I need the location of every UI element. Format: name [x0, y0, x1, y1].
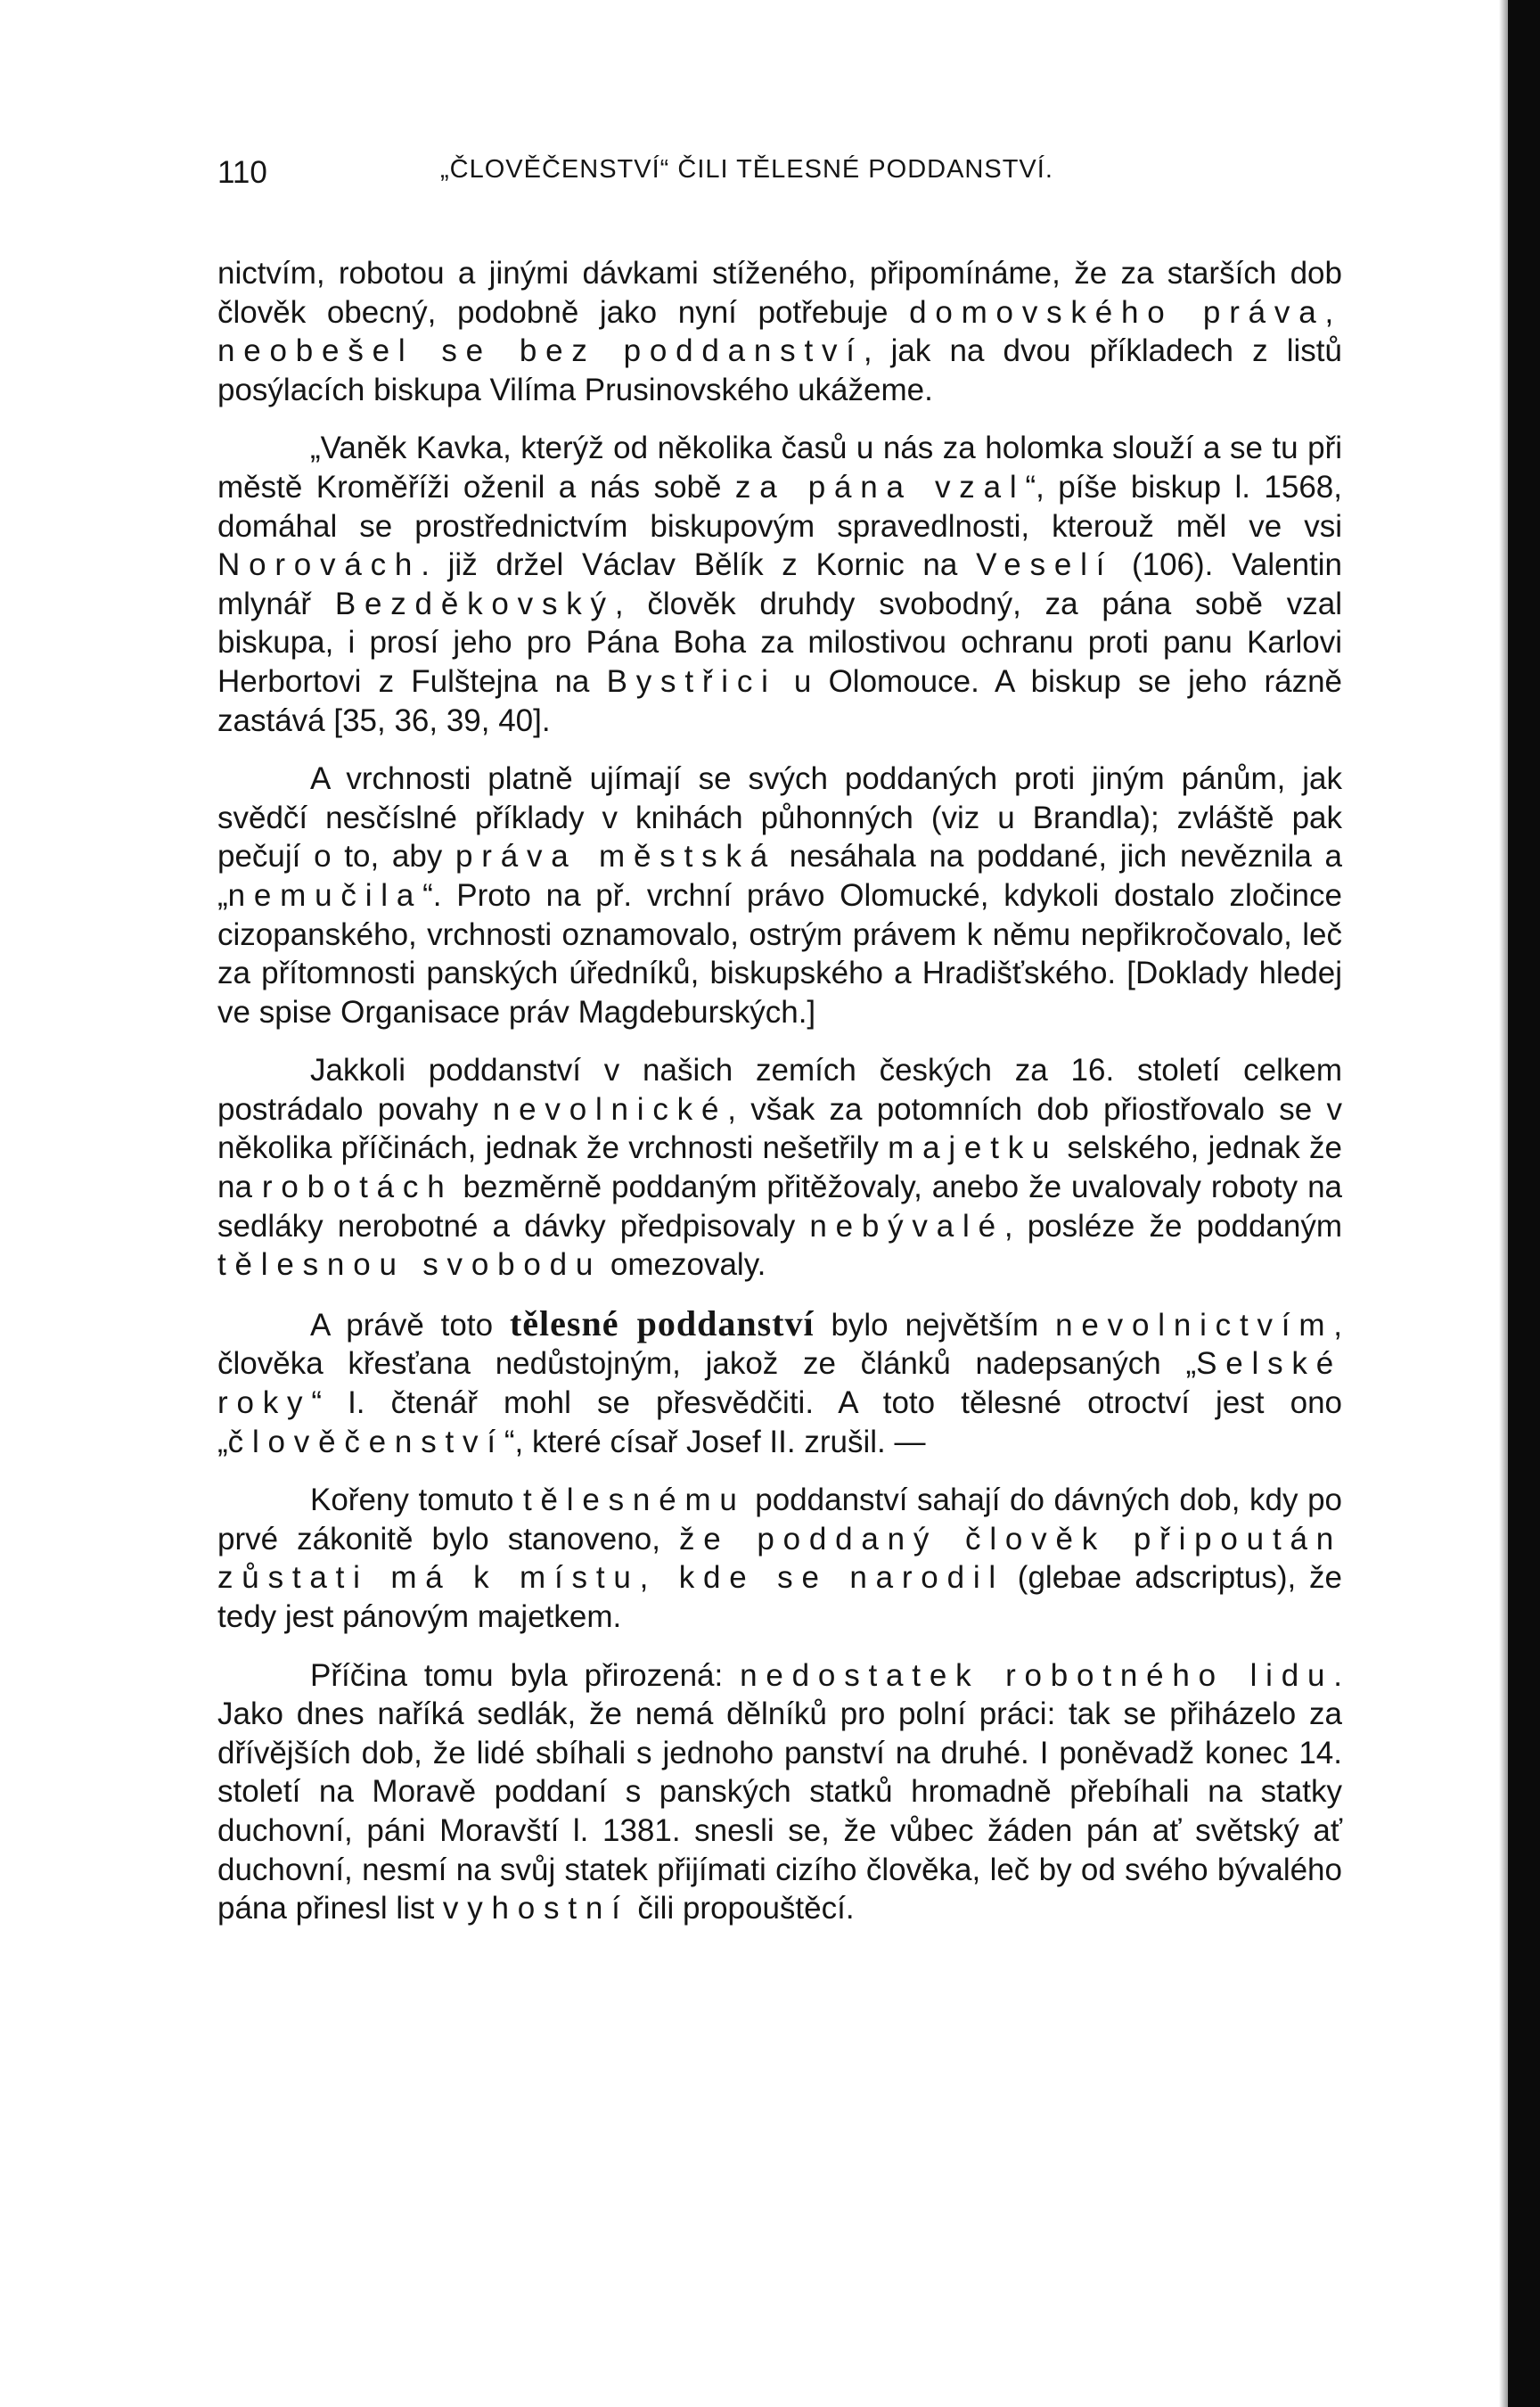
text-run: (106). Valentin mlynář [217, 547, 1343, 621]
text-run: Příčina tomu byla přirozená: [310, 1657, 741, 1693]
text-run: čili propouštěcí. [628, 1891, 855, 1926]
scan-border [1508, 0, 1540, 2407]
spaced-emphasis: že poddaný člověk připoután zůstati má k místu, kde se narodil [217, 1521, 1343, 1596]
spaced-emphasis: nevolnické [492, 1091, 728, 1127]
paragraph-1 [217, 254, 1342, 409]
text-run: , však za potomních dob přiostřovalo se v několika příčinách, jednak že vrchnosti nešetřily [217, 1091, 1342, 1166]
spaced-emphasis: nebývalé [809, 1208, 1004, 1244]
paragraph-5 [217, 1304, 1342, 1461]
text-run: A vrchnosti platně ujímají se svých poddaných proti jiným pánům, jak svědčí nesčíslné příklady v knihách půhonných (viz u Brandla); zvláště pak pečují o to, aby [217, 761, 1342, 875]
page-number: 110 [217, 155, 267, 190]
spaced-emphasis: za pána vzal [734, 469, 1026, 505]
paragraph-2 [217, 429, 1342, 740]
text-run: A právě toto [310, 1307, 510, 1343]
spaced-emphasis: vyhostní [442, 1891, 629, 1926]
text-run: Kořeny tomuto [310, 1483, 523, 1518]
spaced-emphasis: Bystřici [606, 663, 777, 699]
text-run: selského, jednak že na [217, 1130, 1343, 1205]
text-run: . již držel Václav Bělík z Kornic na [421, 547, 977, 583]
paragraph-4 [217, 1051, 1342, 1285]
text-run: nictvím, robotou a jinými dávkami stíženého, připomínáme, že za starších dob člověk obecný, podobně jako nyní potřebuje [217, 256, 1342, 330]
text-run: “ I. čtenář mohl se přesvědčiti. A toto tělesné otroctví jest ono „ [217, 1385, 1342, 1459]
spaced-emphasis: Veselí [976, 547, 1114, 583]
spaced-emphasis: robotách [261, 1170, 454, 1205]
text-run: bylo největším [814, 1307, 1056, 1343]
text-run: (glebae adscriptus), že tedy jest pánovým majetkem. [217, 1560, 1342, 1634]
text-run: poddanství sahají do dávných dob, kdy po prvé zákonitě bylo stanoveno, [217, 1483, 1342, 1557]
text-run: , posléze že poddaným [1003, 1208, 1342, 1244]
spaced-emphasis: tělesnou svobodu [217, 1247, 602, 1283]
text-run: bezměrně poddaným přitěžovaly, anebo že uvalovaly roboty na sedláky nerobotné a dávky předpisovaly [217, 1170, 1342, 1244]
page-edge-shadow [1499, 0, 1508, 2407]
paragraph-7 [217, 1656, 1342, 1928]
spaced-emphasis: nemučila [227, 877, 423, 913]
spaced-emphasis: nevolnictvím [1055, 1307, 1334, 1343]
text-run: omezovaly. [602, 1247, 766, 1283]
page-header [217, 150, 1326, 203]
spaced-emphasis: nedostatek robotného lidu [740, 1657, 1334, 1693]
paragraph-3 [217, 760, 1342, 1031]
text-run: , člověk druhdy svobodný, za pána sobě vzal biskupa, i prosí jeho pro Pána Boha za milostivou ochranu proti panu Karlovi Herbortovi z Fulštejna na [217, 586, 1343, 699]
text-run: Jakkoli poddanství v našich zemích českých za 16. století celkem postrádalo povahy [217, 1053, 1342, 1127]
text-run: , člověka křesťana nedůstojným, jakož ze článků nadepsaných „ [217, 1307, 1343, 1382]
text-run: , jak na dvou příkladech z listů posýlacích biskupa Vilíma Prusinovského ukážeme. [217, 333, 1342, 407]
text-run: “. Proto na př. vrchní právo Olomucké, kdykoli dostalo zločince cizopanského, vrchnosti oznamovalo, ostrým právem k němu nepřikročovalo, leč za přítomnosti panských úředníků, biskupského a Hradišťského. [Doklady hledej ve spise Organisace práv Magdeburských.] [217, 877, 1342, 1030]
text-run: “, píše biskup l. 1568, domáhal se prostřednictvím biskupovým spravedlnosti, kterouž měl ve vsi [217, 469, 1342, 544]
body-text [217, 254, 1342, 1948]
text-run: „Vaněk Kavka, kterýž od několika časů u nás za holomka slouží a se tu při městě Kroměříži oženil a nás sobě [217, 431, 1342, 505]
spaced-emphasis: majetku [888, 1130, 1059, 1166]
text-run: u Olomouce. A biskup se jeho rázně zastává [35, 36, 39, 40]. [217, 663, 1342, 738]
spaced-emphasis: Norovách [217, 547, 422, 583]
paragraph-6 [217, 1481, 1342, 1636]
spaced-emphasis: práva městská [455, 839, 776, 875]
running-title: „ČLOVĚČENSTVÍ“ ČILI TĚLESNÉ PODDANSTVÍ. [440, 155, 1053, 184]
spaced-emphasis: tělesnému [523, 1483, 746, 1518]
text-run: nesáhala na poddané, jich nevěznila a „ [217, 839, 1342, 913]
spaced-emphasis: domovského práva, neobešel se bez poddanství [217, 294, 1343, 369]
bold-emphasis: tělesné poddanství [509, 1302, 815, 1343]
spaced-emphasis: Bezděkovský [334, 586, 615, 621]
text-run: “, které císař Josef II. zrušil. — [504, 1424, 926, 1459]
spaced-emphasis: Selské roky [217, 1346, 1342, 1421]
text-run: . Jako dnes naříká sedlák, že nemá dělníků pro polní práci: tak se přiházelo za dřívějších dob, že lidé sbíhali s jednoho panství na druhé. I poněvadž konec 14. století na Moravě poddaní s panských statků hromadně přebíhali na statky duchovní, páni Moravští l. 1381. snesli se, že vůbec žáden pán ať světský ať duchovní, nesmí na svůj statek přijímati cizího člověka, leč by od svého bývalého pána přinesl list [217, 1657, 1343, 1926]
spaced-emphasis: člověčenství [227, 1424, 504, 1459]
